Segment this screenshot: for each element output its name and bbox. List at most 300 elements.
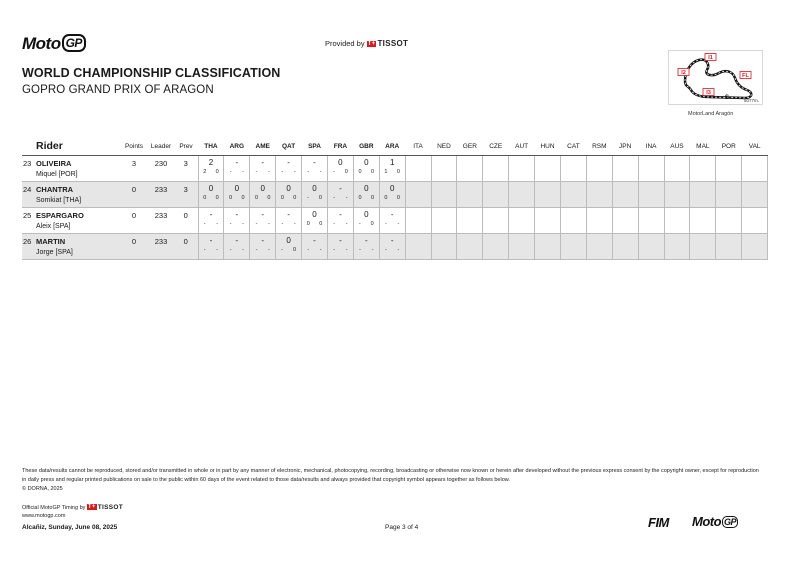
- race-header-ned: NED: [431, 138, 457, 155]
- race-result-hun: [535, 155, 561, 181]
- sprint-points: -: [359, 246, 361, 253]
- motogp-logo-footer: Moto GP: [692, 514, 737, 529]
- leader-cell: [148, 207, 174, 233]
- rider-cell: [22, 181, 120, 207]
- rider-header: Rider: [22, 138, 120, 155]
- race-result-fra: [327, 233, 353, 259]
- race-header-cat: CAT: [560, 138, 586, 155]
- sprint-points: -: [203, 246, 206, 253]
- race-points: 0: [318, 194, 322, 201]
- sprint-points: -: [358, 220, 361, 227]
- sprint-points: -: [229, 168, 232, 175]
- race-result-ger: [457, 233, 483, 259]
- sprint-points: -: [255, 220, 258, 227]
- rider-firstname-nation: Miquel [POR]: [36, 170, 78, 178]
- race-total-points: -: [339, 209, 342, 219]
- race-points: -: [242, 220, 244, 227]
- race-total-points: 0: [312, 209, 317, 219]
- race-result-jpn: [612, 155, 638, 181]
- sprint-points: 1: [384, 168, 388, 175]
- race-header-ger: GER: [457, 138, 483, 155]
- track-map: [668, 50, 763, 105]
- race-points: 0: [267, 194, 271, 201]
- race-total-points: -: [261, 209, 265, 219]
- race-result-jpn: [612, 181, 638, 207]
- race-breakdown: [302, 221, 327, 227]
- race-result-ger: [457, 207, 483, 233]
- rider-position: 26: [23, 236, 32, 246]
- race-total-points: -: [339, 235, 342, 245]
- race-breakdown: [224, 247, 249, 253]
- race-result-aus: [664, 181, 690, 207]
- race-total-points: -: [209, 209, 213, 219]
- race-breakdown: [250, 221, 275, 227]
- race-total-points: -: [235, 235, 239, 245]
- race-breakdown: [276, 169, 301, 175]
- race-result-aus: [664, 155, 690, 181]
- race-breakdown: [224, 221, 249, 227]
- race-breakdown: [276, 221, 301, 227]
- race-result-hun: [535, 233, 561, 259]
- rider-surname: ESPARGARO: [36, 210, 84, 220]
- race-result-ina: [638, 155, 664, 181]
- race-header-aus: AUS: [664, 138, 690, 155]
- race-result-ina: [638, 207, 664, 233]
- rider-cell: [22, 233, 120, 259]
- race-result-spa: [302, 207, 328, 233]
- race-header-ara: ARA: [379, 138, 405, 155]
- race-points: 0: [370, 220, 374, 227]
- sprint-points: 0: [384, 194, 388, 201]
- race-result-spa: [302, 181, 328, 207]
- sprint-points: 2: [203, 168, 207, 175]
- race-points: -: [397, 220, 400, 227]
- race-result-mal: [690, 233, 716, 259]
- page-number: Page 3 of 4: [385, 524, 419, 531]
- race-breakdown: [354, 221, 379, 227]
- points-value: 0: [131, 210, 137, 220]
- sprint-points: -: [307, 168, 310, 175]
- race-total-points: 0: [234, 183, 240, 193]
- race-breakdown: [328, 195, 353, 201]
- race-breakdown: [302, 247, 327, 253]
- race-result-cat: [560, 207, 586, 233]
- race-result-aus: [664, 233, 690, 259]
- race-points: -: [345, 220, 348, 227]
- race-result-hun: [535, 181, 561, 207]
- sprint-points: -: [333, 194, 336, 201]
- race-breakdown: [199, 221, 224, 227]
- race-points: 0: [396, 194, 400, 201]
- race-breakdown: [250, 247, 275, 253]
- sprint-points: -: [203, 220, 206, 227]
- leader-value: 233: [154, 184, 168, 194]
- race-header-spa: SPA: [302, 138, 328, 155]
- rider-surname: MARTIN: [36, 236, 66, 246]
- race-breakdown: [224, 169, 249, 175]
- points-value: 3: [131, 158, 137, 168]
- leader-value: 230: [154, 158, 168, 168]
- sprint-points: -: [333, 220, 336, 227]
- race-header-aut: AUT: [509, 138, 535, 155]
- points-cell: [120, 181, 148, 207]
- race-result-mal: [690, 207, 716, 233]
- race-header-ita: ITA: [405, 138, 431, 155]
- race-header-val: VAL: [742, 138, 768, 155]
- race-header-jpn: JPN: [612, 138, 638, 155]
- rider-cell: [22, 207, 120, 233]
- leader-cell: [148, 233, 174, 259]
- race-result-arg: [224, 181, 250, 207]
- race-breakdown: [328, 221, 353, 227]
- race-result-ger: [457, 155, 483, 181]
- race-result-ger: [457, 181, 483, 207]
- race-breakdown: [199, 247, 224, 253]
- race-total-points: 0: [389, 183, 395, 193]
- race-breakdown: [199, 195, 224, 201]
- race-result-cze: [483, 181, 509, 207]
- provided-by: Provided by T+ TISSOT: [325, 39, 409, 48]
- race-total-points: -: [287, 157, 290, 167]
- race-total-points: -: [235, 157, 239, 167]
- sector-label-i1: I1: [708, 55, 713, 61]
- race-breakdown: [354, 195, 379, 201]
- table-header-row: [22, 138, 768, 155]
- race-total-points: -: [390, 235, 394, 245]
- motogp-logo: Moto GP: [22, 34, 86, 54]
- race-total-points: -: [261, 157, 265, 167]
- race-result-ara: [379, 155, 405, 181]
- race-points: -: [268, 220, 270, 227]
- leader-cell: [148, 181, 174, 207]
- tissot-logo-small: T+ TISSOT: [87, 504, 123, 511]
- race-total-points: -: [313, 157, 316, 167]
- race-result-aut: [509, 207, 535, 233]
- race-breakdown: [199, 169, 224, 175]
- race-total-points: -: [261, 235, 265, 245]
- race-result-spa: [302, 233, 328, 259]
- race-header-hun: HUN: [535, 138, 561, 155]
- race-result-fra: [327, 181, 353, 207]
- race-total-points: -: [209, 235, 213, 245]
- start-label: S: [724, 95, 730, 101]
- race-points: -: [371, 246, 374, 253]
- race-header-fra: FRA: [327, 138, 353, 155]
- race-points: -: [319, 168, 322, 175]
- race-points: 0: [292, 246, 297, 253]
- prev-cell: [174, 181, 198, 207]
- sprint-points: 0: [229, 194, 233, 201]
- race-total-points: -: [235, 209, 239, 219]
- race-breakdown: [380, 247, 405, 253]
- track-name: MotorLand Aragón: [688, 111, 734, 117]
- race-result-cze: [483, 155, 509, 181]
- race-result-tha: [198, 233, 224, 259]
- race-result-tha: [198, 181, 224, 207]
- race-total-points: 0: [286, 235, 291, 245]
- sprint-points: -: [333, 246, 336, 253]
- race-header-arg: ARG: [224, 138, 250, 155]
- race-points: 0: [396, 168, 400, 175]
- points-value: 0: [131, 184, 137, 194]
- track-outline-icon: [669, 51, 762, 104]
- race-result-ita: [405, 233, 431, 259]
- race-result-aut: [509, 155, 535, 181]
- rider-surname: CHANTRA: [36, 184, 74, 194]
- sector-label-i3: I3: [706, 90, 711, 96]
- race-breakdown: [328, 247, 353, 253]
- race-result-fra: [327, 207, 353, 233]
- race-total-points: 0: [260, 183, 265, 193]
- race-breakdown: [276, 247, 301, 253]
- race-result-hun: [535, 207, 561, 233]
- race-points: 0: [344, 168, 348, 175]
- sector-label-i2: I2: [681, 70, 686, 76]
- race-total-points: 0: [364, 183, 369, 193]
- race-breakdown: [250, 169, 275, 175]
- race-points: -: [397, 246, 400, 253]
- race-result-cze: [483, 207, 509, 233]
- race-header-cze: CZE: [483, 138, 509, 155]
- website-link[interactable]: www.motogp.com: [22, 513, 66, 519]
- race-result-fra: [327, 155, 353, 181]
- race-result-ara: [379, 181, 405, 207]
- race-result-mal: [690, 181, 716, 207]
- tissot-logo: T+ TISSOT: [367, 39, 409, 48]
- leader-header: Leader: [148, 138, 174, 155]
- race-total-points: 0: [286, 183, 291, 193]
- race-breakdown: [328, 169, 353, 175]
- rider-firstname-nation: Somkiat [THA]: [36, 196, 82, 204]
- prev-header: Prev: [174, 138, 198, 155]
- prev-cell: [174, 155, 198, 181]
- table-row: [22, 233, 768, 259]
- race-points: 0: [370, 194, 375, 201]
- race-result-ame: [250, 207, 276, 233]
- race-result-jpn: [612, 207, 638, 233]
- sprint-points: 0: [358, 168, 362, 175]
- race-result-aut: [509, 181, 535, 207]
- race-header-mal: MAL: [690, 138, 716, 155]
- race-result-aut: [509, 233, 535, 259]
- race-total-points: 0: [338, 157, 343, 167]
- race-points: -: [242, 168, 244, 175]
- rider-cell: [22, 155, 120, 181]
- race-header-ina: INA: [638, 138, 664, 155]
- race-points: -: [268, 168, 270, 175]
- sprint-points: -: [281, 168, 284, 175]
- race-total-points: 2: [208, 157, 214, 167]
- race-result-rsm: [586, 207, 612, 233]
- place-date: Alcañiz, Sunday, June 08, 2025: [22, 524, 118, 531]
- race-points: 0: [293, 194, 297, 201]
- timing-credit: Official MotoGP Timing by T+ TISSOT: [22, 504, 123, 511]
- copyright: © DORNA, 2025: [22, 486, 63, 492]
- sprint-points: -: [281, 220, 284, 227]
- race-header-tha: THA: [198, 138, 224, 155]
- race-result-val: [742, 181, 768, 207]
- table-row: [22, 155, 768, 181]
- race-result-ara: [379, 207, 405, 233]
- race-result-ina: [638, 233, 664, 259]
- race-points: -: [319, 246, 322, 253]
- race-result-qat: [276, 207, 302, 233]
- race-total-points: 1: [389, 157, 395, 167]
- race-result-por: [716, 207, 742, 233]
- race-result-val: [742, 155, 768, 181]
- race-total-points: -: [364, 235, 368, 245]
- race-total-points: -: [287, 209, 290, 219]
- race-result-gbr: [353, 181, 379, 207]
- rider-position: 23: [23, 158, 32, 168]
- race-result-ina: [638, 181, 664, 207]
- race-result-ned: [431, 155, 457, 181]
- race-result-ame: [250, 233, 276, 259]
- race-result-ned: [431, 181, 457, 207]
- race-breakdown: [380, 221, 405, 227]
- race-breakdown: [354, 247, 379, 253]
- race-points: -: [293, 220, 296, 227]
- race-result-ame: [250, 181, 276, 207]
- race-result-tha: [198, 207, 224, 233]
- race-result-ned: [431, 233, 457, 259]
- race-result-por: [716, 233, 742, 259]
- race-points: -: [293, 168, 296, 175]
- race-breakdown: [250, 195, 275, 201]
- race-result-ara: [379, 233, 405, 259]
- sprint-points: -: [307, 194, 309, 201]
- sprint-points: -: [255, 246, 258, 253]
- race-result-val: [742, 207, 768, 233]
- prev-value: 0: [183, 210, 188, 220]
- disclaimer-text: These data/results cannot be reproduced, stored and/or transmitted in whole or in part by any manner of electronic, mechanical, photocopying, recording, broadcasting or otherwise now known or herein after developed without the previous express consent by the copyright owner, except for reproduction in daily press and regular printed publications on sale to the public within 60 days of the event related to those data/results and always provided that copyright symbol appears together as follows below.: [22, 468, 759, 483]
- sprint-points: 0: [358, 194, 362, 201]
- sprint-points: -: [385, 246, 387, 253]
- race-total-points: 0: [364, 157, 369, 167]
- race-result-gbr: [353, 233, 379, 259]
- race-points: -: [216, 246, 219, 253]
- race-header-rsm: RSM: [586, 138, 612, 155]
- race-result-jpn: [612, 233, 638, 259]
- race-result-qat: [276, 155, 302, 181]
- sprint-points: 0: [280, 194, 284, 201]
- race-breakdown: [302, 169, 327, 175]
- race-result-rsm: [586, 181, 612, 207]
- prev-value: 0: [183, 236, 188, 246]
- race-breakdown: [354, 169, 379, 175]
- leader-value: 233: [154, 210, 168, 220]
- race-points: 0: [370, 168, 375, 175]
- race-result-spa: [302, 155, 328, 181]
- race-result-ita: [405, 155, 431, 181]
- rider-position: 24: [23, 184, 32, 194]
- sprint-points: -: [281, 246, 283, 253]
- race-points: 0: [319, 220, 323, 227]
- race-total-points: -: [390, 209, 394, 219]
- sprint-points: -: [255, 168, 258, 175]
- race-total-points: -: [313, 235, 316, 245]
- race-header-ame: AME: [250, 138, 276, 155]
- race-points: 0: [215, 168, 219, 175]
- race-result-gbr: [353, 207, 379, 233]
- classification-table: [22, 138, 768, 260]
- race-result-ita: [405, 207, 431, 233]
- race-breakdown: [380, 169, 405, 175]
- sprint-points: 0: [306, 220, 310, 227]
- race-breakdown: [302, 195, 327, 201]
- race-result-ned: [431, 207, 457, 233]
- prev-value: 3: [183, 184, 188, 194]
- race-result-por: [716, 155, 742, 181]
- race-result-ita: [405, 181, 431, 207]
- race-result-cat: [560, 181, 586, 207]
- race-result-arg: [224, 155, 250, 181]
- rider-firstname-nation: Aleix [SPA]: [36, 222, 71, 230]
- race-result-mal: [690, 155, 716, 181]
- points-cell: [120, 233, 148, 259]
- race-result-arg: [224, 233, 250, 259]
- race-result-por: [716, 181, 742, 207]
- rider-firstname-nation: Jorge [SPA]: [36, 248, 73, 256]
- race-header-gbr: GBR: [353, 138, 379, 155]
- race-header-qat: QAT: [276, 138, 302, 155]
- sprint-points: 0: [203, 194, 207, 201]
- race-header-por: POR: [716, 138, 742, 155]
- sprint-points: -: [385, 220, 387, 227]
- race-total-points: 0: [364, 209, 369, 219]
- race-result-cat: [560, 155, 586, 181]
- race-result-aus: [664, 207, 690, 233]
- race-total-points: -: [339, 183, 342, 193]
- race-total-points: 0: [312, 183, 317, 193]
- page-subtitle: GOPRO GRAND PRIX OF ARAGON: [22, 84, 214, 96]
- points-cell: [120, 155, 148, 181]
- race-result-qat: [276, 181, 302, 207]
- race-points: 0: [241, 194, 245, 201]
- prev-cell: [174, 233, 198, 259]
- race-points: -: [216, 220, 219, 227]
- points-cell: [120, 207, 148, 233]
- sprint-points: 0: [254, 194, 259, 201]
- race-result-arg: [224, 207, 250, 233]
- leader-cell: [148, 155, 174, 181]
- race-breakdown: [224, 195, 249, 201]
- race-result-val: [742, 233, 768, 259]
- rider-position: 25: [23, 210, 32, 220]
- table-row: [22, 181, 768, 207]
- race-points: -: [345, 246, 348, 253]
- leader-value: 233: [154, 236, 168, 246]
- race-points: -: [242, 246, 244, 253]
- race-points: 0: [215, 194, 219, 201]
- sprint-points: -: [332, 168, 335, 175]
- page-title: WORLD CHAMPIONSHIP CLASSIFICATION: [22, 66, 281, 80]
- track-length: 5077m.: [743, 98, 759, 103]
- points-value: 0: [131, 236, 137, 246]
- race-result-rsm: [586, 233, 612, 259]
- race-result-rsm: [586, 155, 612, 181]
- race-result-cat: [560, 233, 586, 259]
- race-result-ame: [250, 155, 276, 181]
- race-points: -: [345, 194, 348, 201]
- prev-cell: [174, 207, 198, 233]
- table-row: [22, 207, 768, 233]
- race-breakdown: [380, 195, 405, 201]
- race-breakdown: [276, 195, 301, 201]
- race-total-points: 0: [208, 183, 214, 193]
- rider-surname: OLIVEIRA: [36, 158, 72, 168]
- race-result-qat: [276, 233, 302, 259]
